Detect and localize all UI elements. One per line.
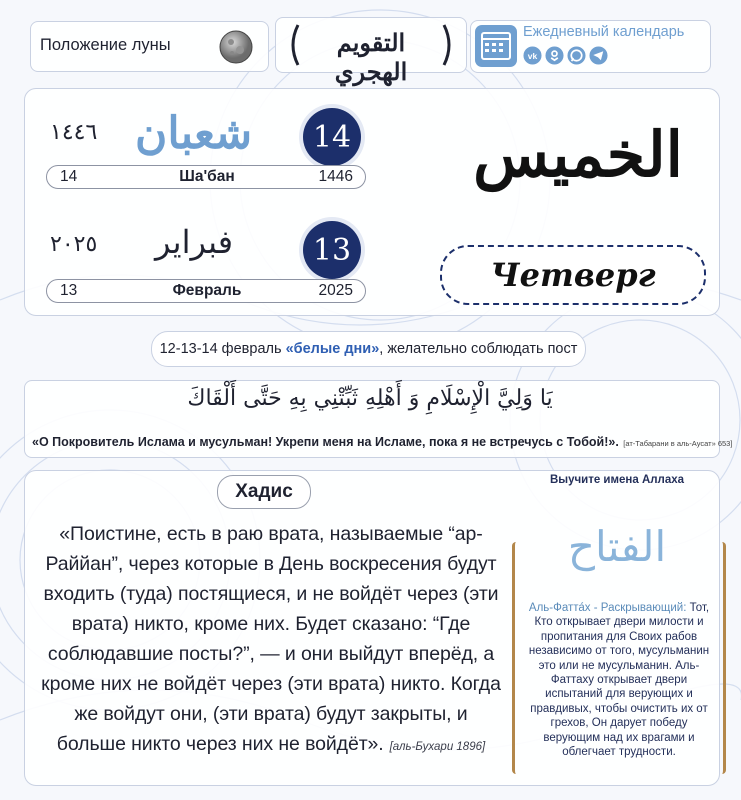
vk-icon[interactable]: [523, 46, 542, 65]
gregorian-day-badge: 13: [303, 221, 361, 279]
hijri-calendar-title-panel: [275, 17, 467, 86]
weekday-arabic: الخميس: [473, 118, 683, 191]
gregorian-year-arabic: ٢٠٢٥: [50, 232, 98, 257]
hijri-month-arabic: شعبان: [135, 108, 253, 159]
fasting-notice-advice: , желательно соблюдать пост: [379, 341, 578, 357]
dua-translation: «О Покровитель Ислама и мусульман! Укрепи меня на Исламе, пока я не встречусь с Тобой!».: [32, 435, 619, 449]
hadith-text: «Поистине, есть в раю врата, называемые “ар-Раййан”, через которые в День воскресения будут входить (туда) постящиеся, и не войдёт через (эти врата) никто, кроме них. Будет сказано: “Где соблюдавшие посты?”, — и они выйдут вперёд, а кроме них не войдёт через (эти врата) никто. Когда же войдут они, (эти врата) будут закрыты, и больше никто через них не войдёт».: [41, 523, 501, 755]
hijri-day-badge: 14: [303, 108, 361, 166]
allah-name-arabic: الفتاح: [567, 522, 667, 571]
social-icons: [523, 46, 608, 65]
allah-name-description-block: [521, 601, 717, 759]
telegram-icon[interactable]: [589, 46, 608, 65]
moon-icon: [217, 28, 255, 66]
weekday-russian: Четверг: [490, 256, 656, 294]
whatsapp-icon[interactable]: [567, 46, 586, 65]
gregorian-day: 13: [60, 282, 78, 299]
hijri-date-bar: [46, 165, 366, 189]
daily-calendar-panel[interactable]: [470, 20, 711, 73]
gregorian-month: Февраль: [172, 282, 242, 299]
weekday-badge: [440, 245, 706, 305]
allah-name-label: Аль-Фатта́х - Раскрывающий:: [528, 602, 687, 614]
dua-translation-line: [32, 433, 733, 451]
dua-arabic: يَا وَلِيَّ الْإِسْلَامِ وَ أَهْلِهِ ثَبِّتْنِي بِهِ حَتَّى أَلْقَاكَ: [187, 386, 553, 411]
hadith-text-block: [40, 519, 502, 762]
moon-position-label: Положение луны: [40, 36, 171, 54]
odnoklassniki-icon[interactable]: [545, 46, 564, 65]
daily-calendar-label: Ежедневный календарь: [523, 24, 685, 40]
svg-text:vk: vk: [527, 50, 538, 61]
gregorian-date-bar: [46, 279, 366, 303]
fasting-notice-white-days: «белые дни»: [285, 341, 380, 357]
hadith-source: [аль-Бухари 1896]: [389, 741, 486, 753]
hadith-title: Хадис: [235, 481, 293, 502]
hadith-title-pill: [217, 475, 311, 509]
bracket-right-icon: [442, 23, 456, 67]
hijri-year: 1446: [318, 168, 353, 185]
hijri-month: Ша'бан: [179, 168, 235, 185]
names-of-allah-title: Выучите имена Аллаха: [549, 474, 685, 486]
fasting-notice: [151, 331, 586, 367]
calendar-app-icon: [474, 24, 518, 68]
fasting-notice-dates: 12-13-14 февраль: [159, 341, 286, 357]
hijri-calendar-title: التقويم الهجري: [334, 28, 408, 86]
allah-name-description: Тот, Кто открывает двери милости и пропитания для Своих рабов независимо от того, мусульманин это или не мусульманин. Аль-Фаттаху открывает двери испытаний для верующих и правдивых, чтобы очистить их от грехов, Он дарует победу верующим над их врагами и облегчает трудности.: [528, 602, 710, 759]
moon-position-panel[interactable]: [30, 21, 269, 72]
gregorian-month-arabic: فبراير: [155, 223, 234, 261]
dua-source: [ат-Табарани в аль-Аусат» 653]: [623, 439, 733, 448]
gregorian-year: 2025: [318, 282, 353, 299]
hijri-day: 14: [60, 168, 78, 185]
hijri-year-arabic: ١٤٤٦: [50, 120, 98, 145]
